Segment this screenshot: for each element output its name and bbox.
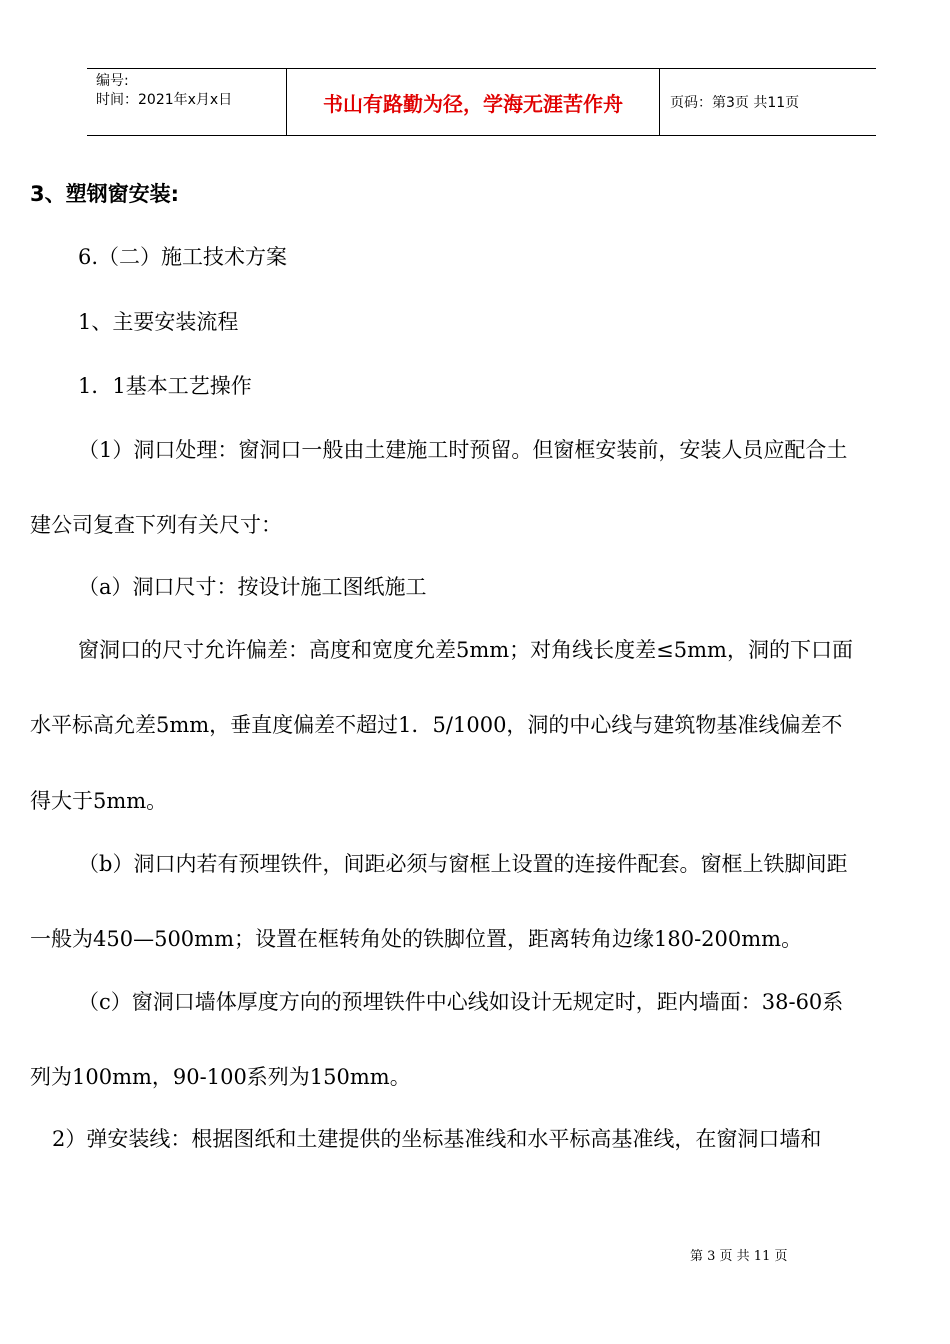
paragraph-line: （1）洞口处理：窗洞口一般由土建施工时预留。但窗框安装前，安装人员应配合土 bbox=[78, 438, 848, 462]
paragraph-line: 建公司复查下列有关尺寸： bbox=[30, 513, 282, 537]
header-meta bbox=[87, 69, 287, 135]
paragraph-line: 列为100mm，90-100系列为150mm。 bbox=[30, 1065, 411, 1089]
paragraph-line: （c）窗洞口墙体厚度方向的预埋铁件中心线如设计无规定时，距内墙面：38-60系 bbox=[78, 990, 844, 1014]
header-motto: 书山有路勤为径，学海无涯苦作舟 bbox=[287, 69, 660, 135]
paragraph-line: 2）弹安装线：根据图纸和土建提供的坐标基准线和水平标高基准线，在窗洞口墙和 bbox=[52, 1127, 822, 1151]
paragraph-line: （a）洞口尺寸：按设计施工图纸施工 bbox=[78, 575, 427, 599]
subsection-heading: 6.（二）施工技术方案 bbox=[78, 245, 288, 269]
time-label: 时间：2021年x月x日 bbox=[96, 92, 233, 108]
flow-heading: 1、主要安装流程 bbox=[78, 310, 239, 334]
page-footer: 第 3 页 共 11 页 bbox=[690, 1249, 788, 1264]
paragraph-line: 得大于5mm。 bbox=[30, 789, 168, 813]
section-heading: 3、塑钢窗安装: bbox=[30, 182, 180, 206]
process-heading: 1．1基本工艺操作 bbox=[78, 374, 252, 398]
number-label: 编号: bbox=[96, 73, 129, 89]
header-page-info: 页码：第3页 共11页 bbox=[670, 95, 800, 111]
paragraph-line: （b）洞口内若有预埋铁件，间距必须与窗框上设置的连接件配套。窗框上铁脚间距 bbox=[78, 852, 848, 876]
page-header bbox=[87, 68, 876, 136]
paragraph-line: 水平标高允差5mm，垂直度偏差不超过1．5/1000，洞的中心线与建筑物基准线偏差不 bbox=[30, 713, 843, 737]
paragraph-line: 窗洞口的尺寸允许偏差：高度和宽度允差5mm；对角线长度差≤5mm，洞的下口面 bbox=[78, 638, 853, 662]
paragraph-line: 一般为450—500mm；设置在框转角处的铁脚位置，距离转角边缘180-200mm。 bbox=[30, 927, 803, 951]
